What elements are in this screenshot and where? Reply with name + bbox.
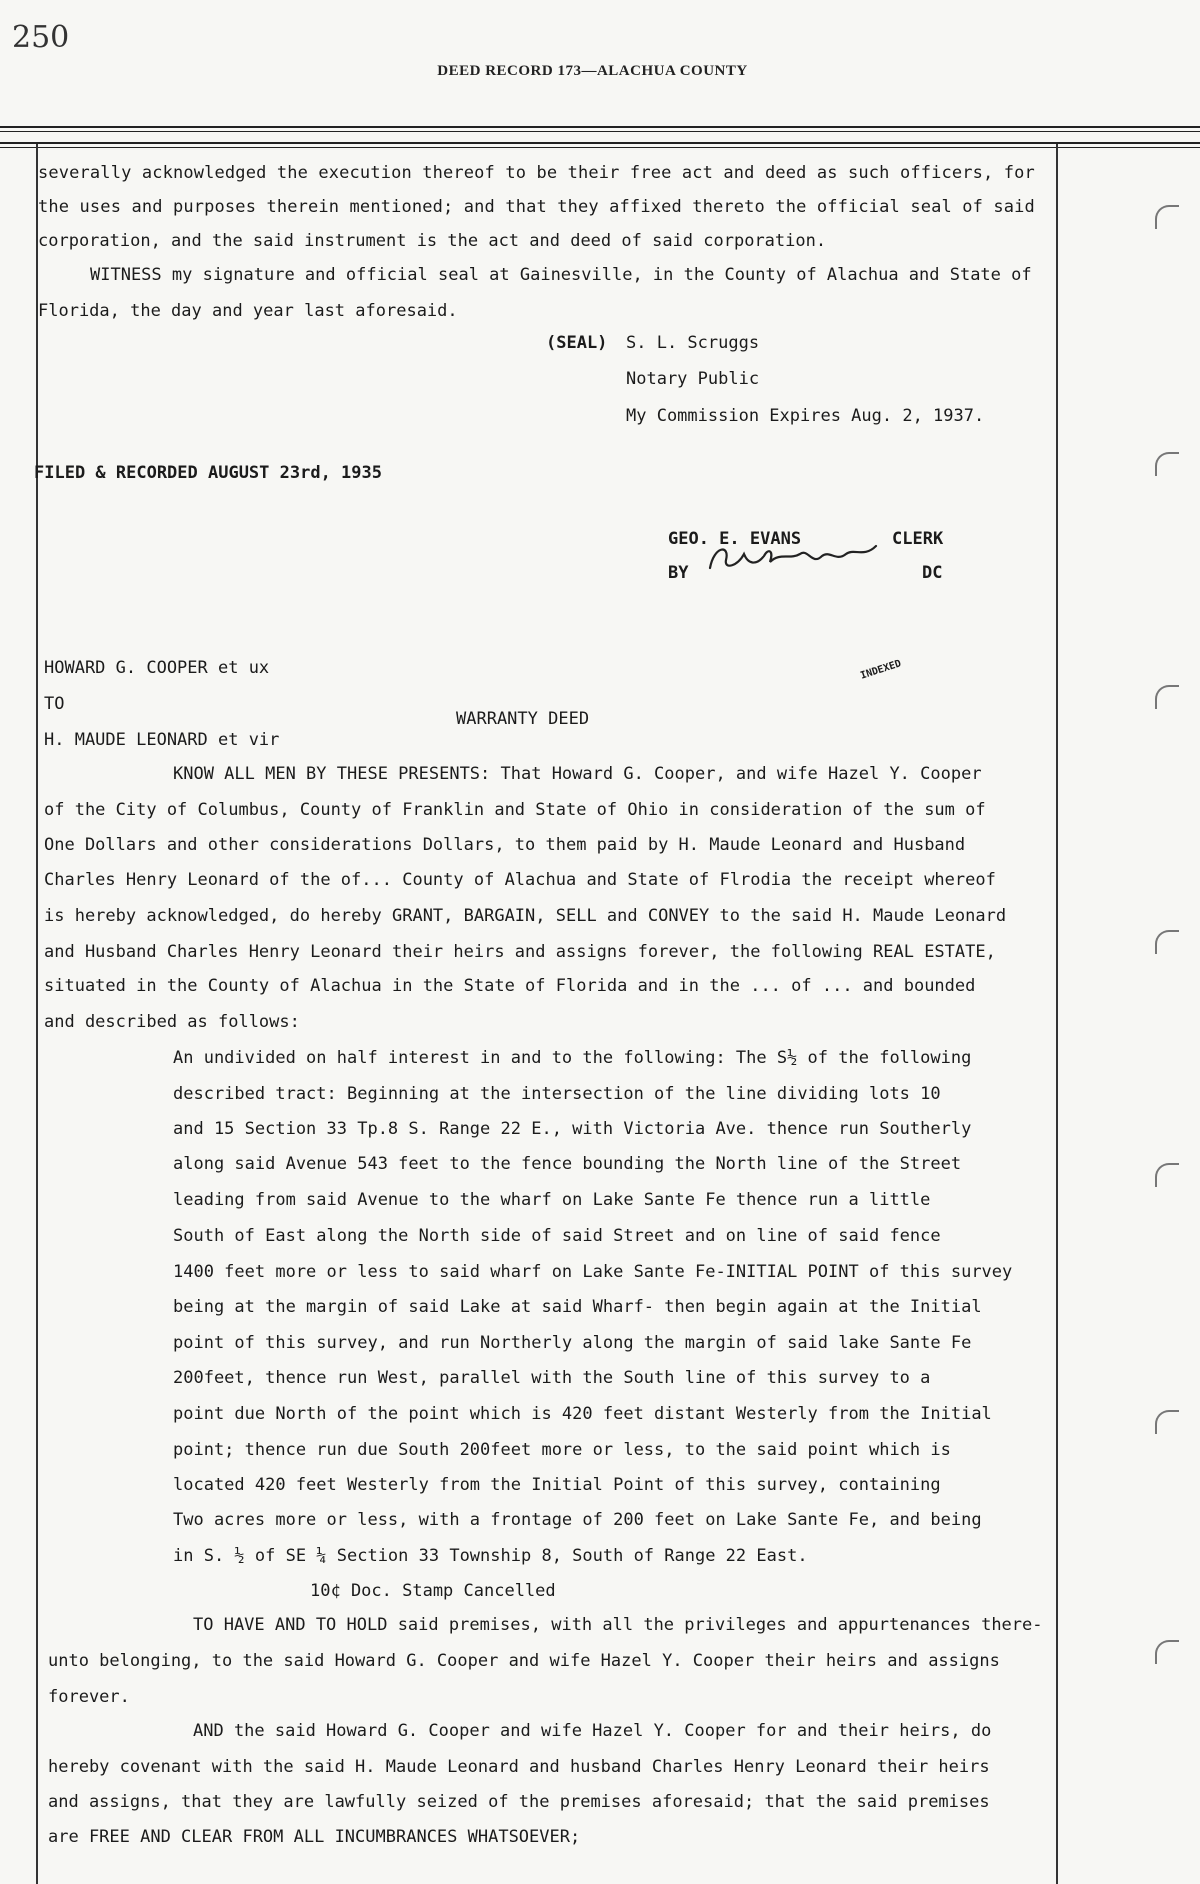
notary-commission: My Commission Expires Aug. 2, 1937. (626, 406, 985, 426)
body-line: One Dollars and other considerations Dollars, to them paid by H. Maude Leonard and Husband (44, 835, 966, 855)
body-line: situated in the County of Alachua in the State of Florida and in the ... of ... and bounded (44, 976, 976, 996)
body-line: KNOW ALL MEN BY THESE PRESENTS: That Howard G. Cooper, and wife Hazel Y. Cooper (173, 764, 982, 784)
page-edge-mark (1155, 1640, 1179, 1664)
page-title: DEED RECORD 173—ALACHUA COUNTY (437, 63, 748, 79)
covenant-line: are FREE AND CLEAR FROM ALL INCUMBRANCES WHATSOEVER; (48, 1827, 581, 1847)
covenant-line: hereby covenant with the said H. Maude Leonard and husband Charles Henry Leonard their heirs (48, 1757, 990, 1777)
notary-seal: (SEAL) (546, 333, 608, 353)
description-line: leading from said Avenue to the wharf on Lake Sante Fe thence run a little (173, 1190, 931, 1210)
description-line: An undivided on half interest in and to the following: The S½ of the following (173, 1048, 972, 1068)
description-line: and 15 Section 33 Tp.8 S. Range 22 E., with Victoria Ave. thence run Southerly (173, 1119, 972, 1139)
page-edge-mark (1155, 930, 1179, 954)
covenant-line: AND the said Howard G. Cooper and wife Hazel Y. Cooper for and their heirs, do (193, 1721, 992, 1741)
covenant-line: and assigns, that they are lawfully seized of the premises aforesaid; that the said premises (48, 1792, 990, 1812)
description-line: South of East along the North side of said Street and on line of said fence (173, 1226, 941, 1246)
notary-title: Notary Public (626, 369, 760, 389)
description-line: being at the margin of said Lake at said Wharf- then begin again at the Initial (173, 1297, 982, 1317)
filed-recorded: FILED & RECORDED AUGUST 23rd, 1935 (34, 463, 382, 483)
body-line: Charles Henry Leonard of the of... County of Alachua and State of Flrodia the receipt whereof (44, 870, 996, 890)
page-number: 250 (12, 20, 70, 55)
parties-to: TO (44, 694, 65, 714)
description-line: in S. ½ of SE ¼ Section 33 Township 8, South of Range 22 East. (173, 1546, 808, 1566)
habendum-line: TO HAVE AND TO HOLD said premises, with all the privileges and appurtenances there- (193, 1615, 1043, 1635)
left-margin-line (36, 144, 38, 1884)
deputy-signature (704, 540, 882, 576)
description-line: point due North of the point which is 420 feet distant Westerly from the Initial (173, 1404, 992, 1424)
ack-line: corporation, and the said instrument is the act and deed of said corporation. (38, 231, 827, 251)
page-edge-mark (1155, 685, 1179, 709)
body-line: and Husband Charles Henry Leonard their heirs and assigns forever, the following REAL ESTATE, (44, 942, 996, 962)
description-line: 1400 feet more or less to said wharf on Lake Sante Fe-INITIAL POINT of this survey (173, 1262, 1013, 1282)
page-edge-mark (1155, 452, 1179, 476)
header-rule (0, 147, 1200, 148)
clerk-by: BY (668, 563, 689, 583)
page-edge-mark (1155, 1410, 1179, 1434)
header-rule (0, 126, 1200, 128)
witness-line: Florida, the day and year last aforesaid. (38, 301, 458, 321)
ack-line: severally acknowledged the execution thereof to be their free act and deed as such officers, for (38, 163, 1035, 183)
description-line: described tract: Beginning at the intersection of the line dividing lots 10 (173, 1084, 941, 1104)
description-line: point of this survey, and run Northerly along the margin of said lake Sante Fe (173, 1333, 972, 1353)
description-line: 200feet, thence run West, parallel with the South line of this survey to a (173, 1368, 931, 1388)
clerk-deputy: DC (922, 563, 943, 583)
habendum-line: unto belonging, to the said Howard G. Cooper and wife Hazel Y. Cooper their heirs and assigns (48, 1651, 1000, 1671)
right-margin-line (1056, 144, 1058, 1884)
habendum-line: forever. (48, 1687, 130, 1707)
body-line: and described as follows: (44, 1012, 300, 1032)
page-edge-mark (1155, 1163, 1179, 1187)
grantee: H. MAUDE LEONARD et vir (44, 730, 280, 750)
ack-line: the uses and purposes therein mentioned; and that they affixed thereto the official seal of said (38, 197, 1035, 217)
clerk-role: CLERK (892, 529, 944, 549)
description-line: along said Avenue 543 feet to the fence bounding the North line of the Street (173, 1154, 962, 1174)
grantor: HOWARD G. COOPER et ux (44, 658, 270, 678)
notary-name: S. L. Scruggs (626, 333, 760, 353)
page-edge-mark (1155, 205, 1179, 229)
doc-stamp: 10¢ Doc. Stamp Cancelled (310, 1581, 556, 1601)
description-line: point; thence run due South 200feet more or less, to the said point which is (173, 1440, 951, 1460)
witness-line: WITNESS my signature and official seal at Gainesville, in the County of Alachua and State of (90, 265, 1032, 285)
description-line: located 420 feet Westerly from the Initial Point of this survey, containing (173, 1475, 941, 1495)
clerk-name: GEO. E. EVANS (668, 529, 802, 549)
indexed-stamp: INDEXED (859, 658, 903, 682)
deed-title: WARRANTY DEED (456, 709, 590, 729)
description-line: Two acres more or less, with a frontage of 200 feet on Lake Sante Fe, and being (173, 1510, 982, 1530)
body-line: of the City of Columbus, County of Franklin and State of Ohio in consideration of the sum of (44, 800, 986, 820)
header-rule (0, 131, 1200, 132)
body-line: is hereby acknowledged, do hereby GRANT, BARGAIN, SELL and CONVEY to the said H. Maude Leonard (44, 906, 1007, 926)
header-rule (0, 142, 1200, 144)
